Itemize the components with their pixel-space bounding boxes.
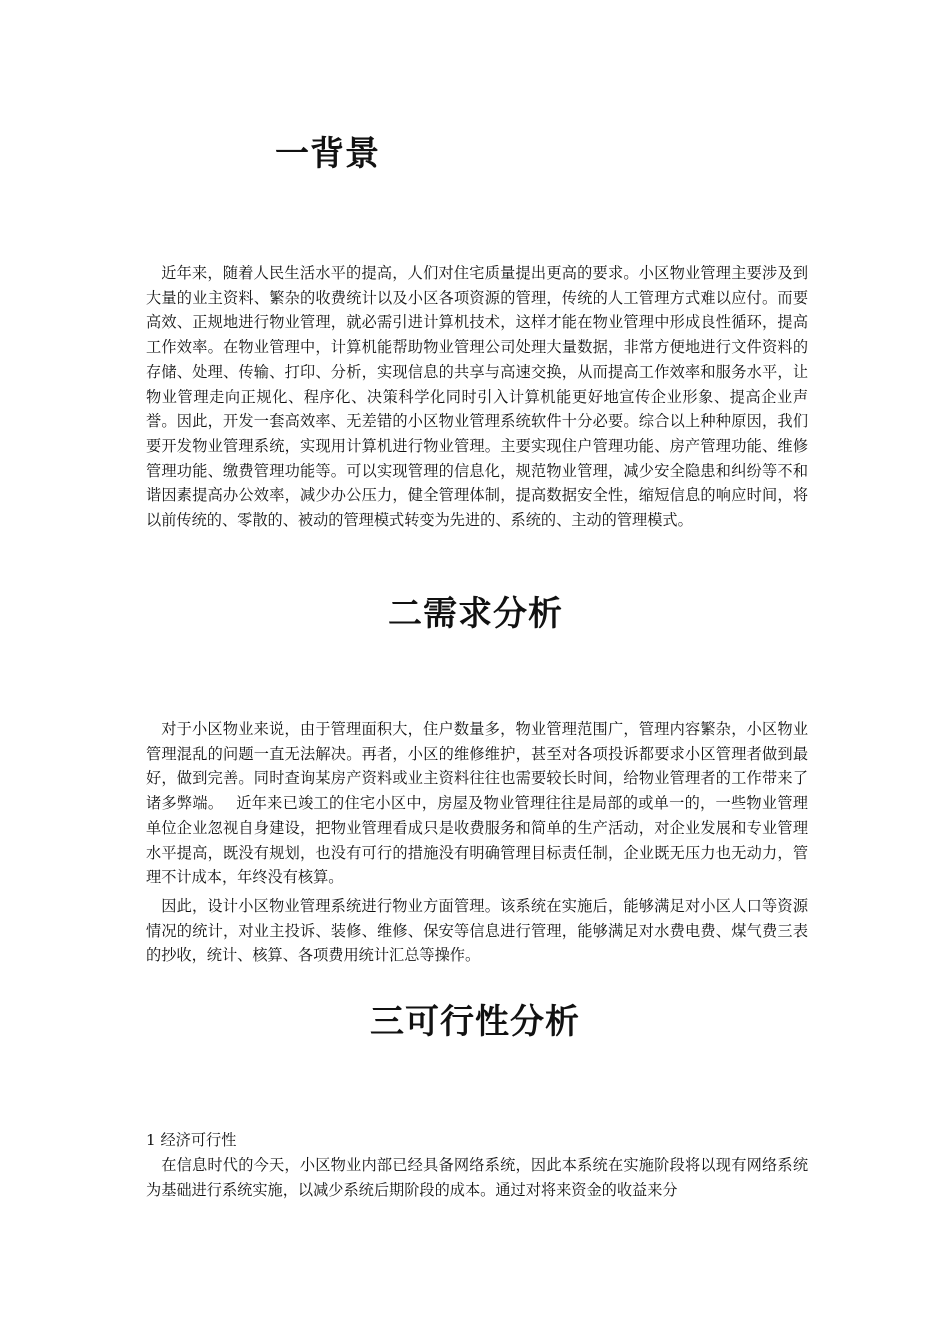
requirements-paragraph-2: 因此，设计小区物业管理系统进行物业方面管理。该系统在实施后，能够满足对小区人口等资源情况的统计，对业主投诉、装修、维修、保安等信息进行管理，能够满足对水费电费、煤气费三表的抄收，统计、核算、各项费用统计汇总等操作。 (146, 897, 808, 965)
section-heading-background: 一背景 (275, 134, 380, 174)
feasibility-subheading-economic: 1 经济可行性 (146, 1131, 237, 1149)
section-heading-requirements: 二需求分析 (388, 594, 563, 634)
section-heading-feasibility: 三可行性分析 (370, 1002, 580, 1042)
background-paragraph: 近年来，随着人民生活水平的提高，人们对住宅质量提出更高的要求。小区物业管理主要涉及到大量的业主资料、繁杂的收费统计以及小区各项资源的管理，传统的人工管理方式难以应付。而要高效、正规地进行物业管理，就必需引进计算机技术，这样才能在物业管理中形成良性循环，提高工作效率。在物业管理中，计算机能帮助物业管理公司处理大量数据，非常方便地进行文件资料的存储、处理、传输、打印、分析，实现信息的共享与高速交换，从而提高工作效率和服务水平，让物业管理走向正规化、程序化、决策科学化同时引入计算机能更好地宣传企业形象、提高企业声誉。因此，开发一套高效率、无差错的小区物业管理系统软件十分必要。综合以上种种原因，我们要开发物业管理系统，实现用计算机进行物业管理。主要实现住户管理功能、房产管理功能、维修管理功能、缴费管理功能等。可以实现管理的信息化，规范物业管理，减少安全隐患和纠纷等不和谐因素提高办公效率，减少办公压力，健全管理体制，提高数据安全性，缩短信息的响应时间，将以前传统的、零散的、被动的管理模式转变为先进的、系统的、主动的管理模式。 (146, 264, 808, 530)
feasibility-paragraph: 在信息时代的今天，小区物业内部已经具备网络系统，因此本系统在实施阶段将以现有网络系统为基础进行系统实施，以减少系统后期阶段的成本。通过对将来资金的收益来分 (146, 1156, 808, 1199)
requirements-paragraph-1: 对于小区物业来说，由于管理面积大，住户数量多，物业管理范围广，管理内容繁杂，小区物业管理混乱的问题一直无法解决。再者，小区的维修维护，甚至对各项投诉都要求小区管理者做到最好，做到完善。同时查询某房产资料或业主资料往往也需要较长时间，给物业管理者的工作带来了诸多弊端。 近年来已竣工的住宅小区中，房屋及物业管理往往是局部的或单一的，一些物业管理单位企业忽视自身建设，把物业管理看成只是收费服务和简单的生产活动，对企业发展和专业管理水平提高，既没有规划，也没有可行的措施没有明确管理目标责任制，企业既无压力也无动力，管理不计成本，年终没有核算。 (146, 720, 808, 887)
